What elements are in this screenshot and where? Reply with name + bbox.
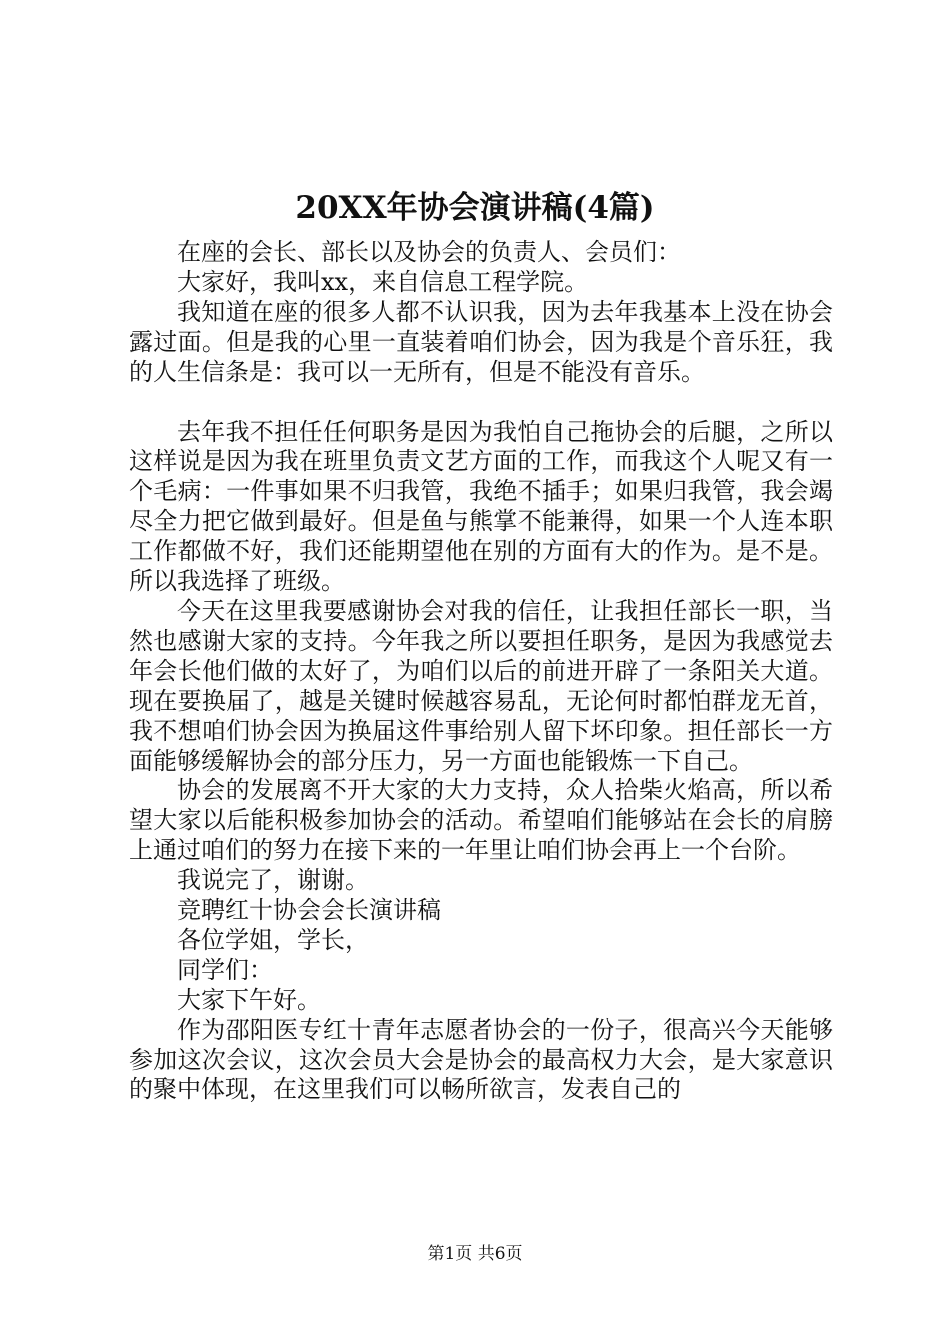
paragraph-last-year: 去年我不担任任何职务是因为我怕自己拖协会的后腿，之所以这样说是因为我在班里负责文艺方面的工作，而我这个人呢又有一个毛病：一件事如果不归我管，我绝不插手；如果归我管，我会竭尽全力把它做到最好。但是鱼与熊掌不能兼得，如果一个人连本职工作都做不好，我们还能期望他在别的方面有大的作为。是不是。所以我选择了班级。 [129,417,833,596]
paragraph-music: 我知道在座的很多人都不认识我，因为去年我基本上没在协会露过面。但是我的心里一直装着咱们协会，因为我是个音乐狂，我的人生信条是：我可以一无所有，但是不能没有音乐。 [129,297,833,386]
paragraph-greeting: 在座的会长、部长以及协会的负责人、会员们： [177,238,681,266]
document-body [129,238,833,1105]
paragraph-closing: 我说完了，谢谢。 [177,866,369,895]
paragraph-thanks: 今天在这里我要感谢协会对我的信任，让我担任部长一职，当然也感谢大家的支持。今年我之所以要担任职务，是因为我感觉去年会长他们做的太好了，为咱们以后的前进开辟了一条阳关大道。现在要换届了，越是关键时候越容易乱，无论何时都怕群龙无首，我不想咱们协会因为换届这件事给别人留下坏印象。担任部长一方面能够缓解协会的部分压力，另一方面也能锻炼一下自己。 [129,596,833,775]
section-heading: 竞聘红十协会会长演讲稿 [177,896,441,925]
paragraph-good-afternoon: 大家下午好。 [177,985,321,1014]
page-footer: 第1页 共6页 [427,1244,523,1264]
paragraph-member-intro: 作为邵阳医专红十青年志愿者协会的一份子，很高兴今天能够参加这次会议，这次会员大会是协会的最高权力大会，是大家意识的聚中体现，在这里我们可以畅所欲言，发表自己的 [129,1015,833,1104]
paragraph-support: 协会的发展离不开大家的大力支持，众人拾柴火焰高，所以希望大家以后能积极参加协会的活动。希望咱们能够站在会长的肩膀上通过咱们的努力在接下来的一年里让咱们协会再上一个台阶。 [129,776,833,865]
paragraph-salutation: 各位学姐，学长， [177,925,369,954]
paragraph-classmates: 同学们： [177,955,273,984]
document-title: 20XX年协会演讲稿(4篇) [295,190,655,226]
paragraph-intro: 大家好，我叫xx，来自信息工程学院。 [177,267,589,296]
